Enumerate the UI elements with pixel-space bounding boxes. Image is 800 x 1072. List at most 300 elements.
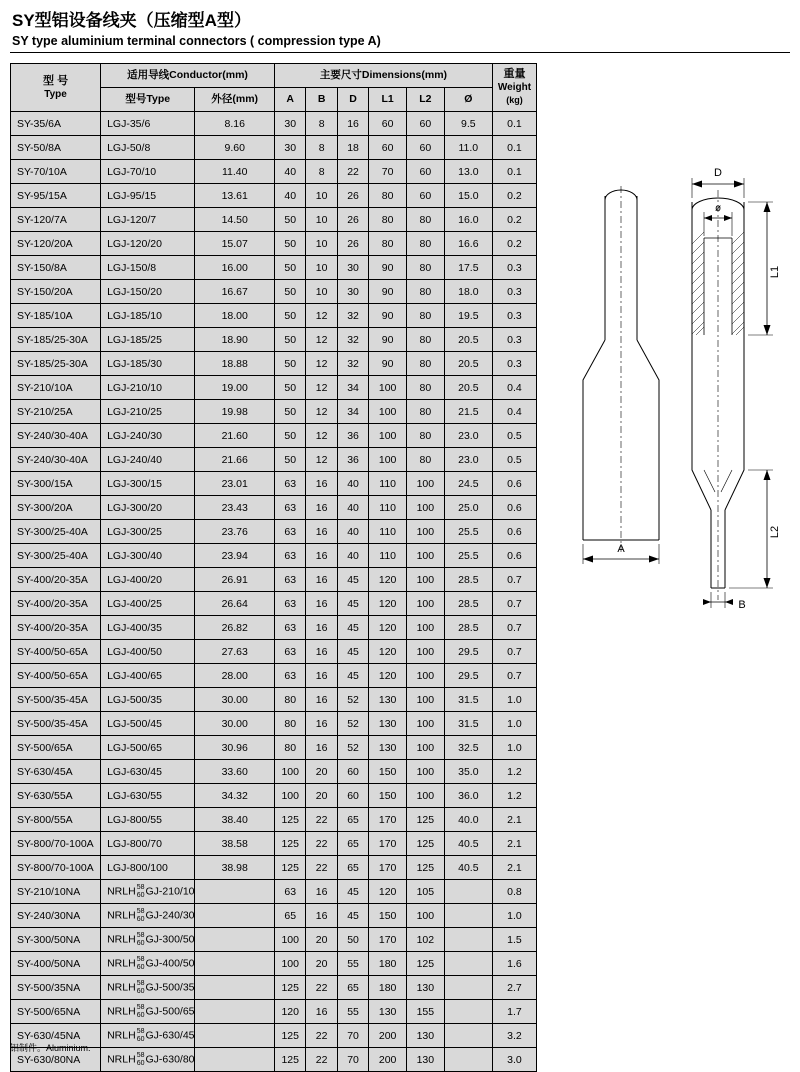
cell-conductor-type bbox=[101, 904, 195, 928]
cell-l2: 80 bbox=[407, 280, 445, 304]
cell-dia: 15.0 bbox=[444, 184, 492, 208]
cell-conductor-od bbox=[195, 1000, 275, 1024]
cell-dia: 16.6 bbox=[444, 232, 492, 256]
conductor-prefix: NRLH bbox=[107, 1005, 136, 1018]
cell-l1: 170 bbox=[369, 856, 407, 880]
right-inner-taper-right bbox=[721, 470, 732, 492]
dim-l1-arrow-top bbox=[764, 202, 771, 212]
cell-l2: 100 bbox=[407, 688, 445, 712]
header-dim-b: B bbox=[306, 88, 337, 112]
cell-model: SY-400/50-65A bbox=[11, 664, 101, 688]
cell-model: SY-500/35NA bbox=[11, 976, 101, 1000]
table-row bbox=[11, 280, 537, 304]
cell-conductor-od: 23.43 bbox=[195, 496, 275, 520]
conductor-alloy-sub: 60 bbox=[136, 987, 145, 995]
cell-l2: 100 bbox=[407, 616, 445, 640]
cell-conductor-type: LGJ-500/65 bbox=[101, 736, 195, 760]
cell-model: SY-630/45A bbox=[11, 760, 101, 784]
cell-conductor-od: 33.60 bbox=[195, 760, 275, 784]
cell-b: 16 bbox=[306, 616, 337, 640]
cell-dia: 20.5 bbox=[444, 352, 492, 376]
conductor-prefix: NRLH bbox=[107, 957, 136, 970]
table-row bbox=[11, 256, 537, 280]
cell-model: SY-400/50NA bbox=[11, 952, 101, 976]
cell-w: 0.4 bbox=[492, 376, 536, 400]
cell-model: SY-800/70-100A bbox=[11, 856, 101, 880]
cell-conductor-type bbox=[101, 976, 195, 1000]
table-body bbox=[11, 112, 537, 1072]
cell-d: 40 bbox=[337, 496, 368, 520]
cell-conductor-type: LGJ-35/6 bbox=[101, 112, 195, 136]
cell-d: 45 bbox=[337, 880, 368, 904]
cell-d: 40 bbox=[337, 520, 368, 544]
cell-dia: 40.5 bbox=[444, 832, 492, 856]
cell-conductor-od: 8.16 bbox=[195, 112, 275, 136]
cell-w: 0.7 bbox=[492, 616, 536, 640]
title-divider bbox=[10, 52, 790, 53]
cell-model: SY-300/25-40A bbox=[11, 544, 101, 568]
cell-dia: 25.5 bbox=[444, 544, 492, 568]
cell-conductor-od: 26.64 bbox=[195, 592, 275, 616]
table-row bbox=[11, 496, 537, 520]
cell-a: 63 bbox=[275, 544, 306, 568]
cell-dia: 28.5 bbox=[444, 592, 492, 616]
cell-b: 20 bbox=[306, 784, 337, 808]
cell-l1: 110 bbox=[369, 472, 407, 496]
cell-b: 8 bbox=[306, 112, 337, 136]
cell-l1: 150 bbox=[369, 784, 407, 808]
table-row bbox=[11, 592, 537, 616]
cell-a: 50 bbox=[275, 256, 306, 280]
table-row bbox=[11, 712, 537, 736]
cell-a: 50 bbox=[275, 352, 306, 376]
specification-table bbox=[10, 63, 537, 1072]
conductor-suffix: GJ-630/80 bbox=[145, 1053, 195, 1066]
cell-b: 20 bbox=[306, 760, 337, 784]
cell-w: 0.3 bbox=[492, 304, 536, 328]
page-title-cn: SY型铝设备线夹（压缩型A型） bbox=[12, 11, 251, 30]
cell-a: 120 bbox=[275, 1000, 306, 1024]
cell-dia: 13.0 bbox=[444, 160, 492, 184]
right-taper-right bbox=[725, 335, 744, 510]
cell-model: SY-300/20A bbox=[11, 496, 101, 520]
cell-dia: 19.5 bbox=[444, 304, 492, 328]
cell-d: 36 bbox=[337, 424, 368, 448]
cell-dia: 32.5 bbox=[444, 736, 492, 760]
table-row bbox=[11, 376, 537, 400]
cell-d: 65 bbox=[337, 976, 368, 1000]
cell-b: 16 bbox=[306, 880, 337, 904]
cell-a: 80 bbox=[275, 736, 306, 760]
cell-dia: 9.5 bbox=[444, 112, 492, 136]
left-taper-right bbox=[637, 340, 659, 540]
cell-l2: 125 bbox=[407, 832, 445, 856]
cell-w: 1.0 bbox=[492, 688, 536, 712]
cell-a: 50 bbox=[275, 208, 306, 232]
table-row bbox=[11, 1000, 537, 1024]
cell-a: 63 bbox=[275, 592, 306, 616]
cell-dia: 21.5 bbox=[444, 400, 492, 424]
conductor-alloy-fraction bbox=[137, 956, 145, 971]
header-dim-a: A bbox=[275, 88, 306, 112]
conductor-suffix: GJ-210/10 bbox=[145, 885, 195, 898]
conductor-alloy-sup: 58 bbox=[136, 956, 145, 963]
header-dim-dia: Ø bbox=[444, 88, 492, 112]
table-row bbox=[11, 448, 537, 472]
table-row bbox=[11, 160, 537, 184]
cell-dia bbox=[444, 1024, 492, 1048]
cell-d: 40 bbox=[337, 472, 368, 496]
cell-w: 1.2 bbox=[492, 760, 536, 784]
cell-dia: 28.5 bbox=[444, 568, 492, 592]
cell-w: 3.0 bbox=[492, 1048, 536, 1072]
cell-conductor-od: 9.60 bbox=[195, 136, 275, 160]
cell-l1: 90 bbox=[369, 304, 407, 328]
header-conductor-type: 型号Type bbox=[101, 88, 195, 112]
cell-a: 80 bbox=[275, 688, 306, 712]
cell-conductor-od bbox=[195, 976, 275, 1000]
cell-l2: 100 bbox=[407, 568, 445, 592]
cell-w: 1.7 bbox=[492, 1000, 536, 1024]
cell-dia: 29.5 bbox=[444, 640, 492, 664]
conductor-suffix: GJ-630/45 bbox=[145, 1029, 195, 1042]
cell-a: 50 bbox=[275, 448, 306, 472]
cell-d: 52 bbox=[337, 688, 368, 712]
cell-l1: 130 bbox=[369, 736, 407, 760]
dim-d-label: D bbox=[714, 167, 722, 179]
cell-l1: 150 bbox=[369, 904, 407, 928]
cell-conductor-type: LGJ-210/10 bbox=[101, 376, 195, 400]
cell-l1: 180 bbox=[369, 952, 407, 976]
cell-model: SY-400/50-65A bbox=[11, 640, 101, 664]
cell-l1: 90 bbox=[369, 352, 407, 376]
conductor-alloy-fraction bbox=[137, 932, 145, 947]
cell-conductor-type: LGJ-300/20 bbox=[101, 496, 195, 520]
dim-b-label: B bbox=[738, 599, 746, 610]
cell-b: 22 bbox=[306, 832, 337, 856]
conductor-alloy-fraction bbox=[137, 1004, 145, 1019]
cell-l1: 170 bbox=[369, 808, 407, 832]
cell-b: 12 bbox=[306, 424, 337, 448]
cell-conductor-type: LGJ-800/100 bbox=[101, 856, 195, 880]
dim-l2-label: L2 bbox=[769, 525, 781, 539]
cell-a: 50 bbox=[275, 400, 306, 424]
right-inner-taper-left bbox=[704, 470, 715, 492]
cell-w: 0.7 bbox=[492, 592, 536, 616]
cell-conductor-type: LGJ-400/35 bbox=[101, 616, 195, 640]
cell-conductor-od: 15.07 bbox=[195, 232, 275, 256]
cell-b: 16 bbox=[306, 688, 337, 712]
cell-d: 34 bbox=[337, 376, 368, 400]
cell-model: SY-120/7A bbox=[11, 208, 101, 232]
cell-conductor-od: 30.00 bbox=[195, 712, 275, 736]
cell-b: 12 bbox=[306, 304, 337, 328]
cell-conductor-type: LGJ-70/10 bbox=[101, 160, 195, 184]
dim-b-arrow-left bbox=[703, 599, 711, 605]
dim-dia-label: ø bbox=[714, 203, 722, 214]
table-row bbox=[11, 856, 537, 880]
cell-d: 45 bbox=[337, 592, 368, 616]
header-conductor: 适用导线Conductor(mm) bbox=[101, 64, 275, 88]
cell-b: 10 bbox=[306, 256, 337, 280]
cell-dia: 24.5 bbox=[444, 472, 492, 496]
cell-b: 16 bbox=[306, 592, 337, 616]
cell-a: 125 bbox=[275, 1024, 306, 1048]
cell-conductor-od: 18.00 bbox=[195, 304, 275, 328]
cell-l1: 80 bbox=[369, 208, 407, 232]
table-row bbox=[11, 808, 537, 832]
cell-l2: 100 bbox=[407, 472, 445, 496]
cell-conductor-type: LGJ-150/8 bbox=[101, 256, 195, 280]
dim-d-arrow-right bbox=[734, 181, 744, 188]
cell-a: 30 bbox=[275, 112, 306, 136]
cell-a: 50 bbox=[275, 232, 306, 256]
cell-model: SY-500/35-45A bbox=[11, 688, 101, 712]
cell-a: 100 bbox=[275, 784, 306, 808]
cell-dia: 40.5 bbox=[444, 856, 492, 880]
cell-conductor-od: 23.01 bbox=[195, 472, 275, 496]
cell-b: 22 bbox=[306, 808, 337, 832]
header-weight-cn: 重量 bbox=[503, 68, 526, 80]
cell-w: 0.6 bbox=[492, 544, 536, 568]
table-row bbox=[11, 352, 537, 376]
cell-conductor-od: 18.90 bbox=[195, 328, 275, 352]
cell-l1: 130 bbox=[369, 712, 407, 736]
cell-conductor-od bbox=[195, 952, 275, 976]
cell-model: SY-185/25-30A bbox=[11, 328, 101, 352]
cell-conductor-type: LGJ-300/25 bbox=[101, 520, 195, 544]
cell-conductor-type bbox=[101, 952, 195, 976]
cell-d: 40 bbox=[337, 544, 368, 568]
cell-a: 50 bbox=[275, 304, 306, 328]
cell-l2: 60 bbox=[407, 160, 445, 184]
conductor-suffix: GJ-500/35 bbox=[145, 981, 195, 994]
cell-d: 60 bbox=[337, 784, 368, 808]
conductor-alloy-sup: 58 bbox=[136, 908, 145, 915]
dim-l1-label: L1 bbox=[769, 265, 781, 279]
cell-conductor-od: 23.76 bbox=[195, 520, 275, 544]
cell-w: 0.1 bbox=[492, 112, 536, 136]
cell-l1: 200 bbox=[369, 1048, 407, 1072]
header-weight-en: Weight bbox=[497, 82, 532, 93]
cell-model: SY-400/20-35A bbox=[11, 568, 101, 592]
cell-l2: 80 bbox=[407, 448, 445, 472]
cell-d: 30 bbox=[337, 280, 368, 304]
cell-l1: 100 bbox=[369, 448, 407, 472]
cell-conductor-type bbox=[101, 928, 195, 952]
table-row bbox=[11, 616, 537, 640]
cell-conductor-od: 21.60 bbox=[195, 424, 275, 448]
cell-d: 65 bbox=[337, 808, 368, 832]
table-row bbox=[11, 424, 537, 448]
cell-b: 10 bbox=[306, 232, 337, 256]
table-row bbox=[11, 208, 537, 232]
cell-dia: 40.0 bbox=[444, 808, 492, 832]
cell-model: SY-150/8A bbox=[11, 256, 101, 280]
cell-l2: 100 bbox=[407, 544, 445, 568]
cell-l2: 100 bbox=[407, 496, 445, 520]
cell-conductor-type: LGJ-185/10 bbox=[101, 304, 195, 328]
cell-l1: 100 bbox=[369, 400, 407, 424]
cell-w: 0.3 bbox=[492, 352, 536, 376]
left-taper-left bbox=[583, 340, 605, 540]
conductor-prefix: NRLH bbox=[107, 909, 136, 922]
cell-conductor-type: LGJ-120/7 bbox=[101, 208, 195, 232]
cell-model: SY-500/65A bbox=[11, 736, 101, 760]
cell-b: 16 bbox=[306, 640, 337, 664]
conductor-alloy-sup: 58 bbox=[136, 932, 145, 939]
cell-a: 30 bbox=[275, 136, 306, 160]
cell-dia bbox=[444, 928, 492, 952]
cell-d: 22 bbox=[337, 160, 368, 184]
cell-l1: 120 bbox=[369, 664, 407, 688]
cell-model: SY-150/20A bbox=[11, 280, 101, 304]
cell-l2: 80 bbox=[407, 232, 445, 256]
cell-w: 2.1 bbox=[492, 856, 536, 880]
cell-model: SY-210/10NA bbox=[11, 880, 101, 904]
cell-model: SY-400/20-35A bbox=[11, 616, 101, 640]
cell-w: 0.2 bbox=[492, 232, 536, 256]
cell-w: 0.3 bbox=[492, 280, 536, 304]
cell-conductor-type bbox=[101, 880, 195, 904]
conductor-prefix: NRLH bbox=[107, 1053, 136, 1066]
dim-dia-arrow-right bbox=[724, 215, 732, 221]
cell-d: 32 bbox=[337, 328, 368, 352]
cell-model: SY-95/15A bbox=[11, 184, 101, 208]
cell-model: SY-240/30-40A bbox=[11, 424, 101, 448]
conductor-suffix: GJ-240/30 bbox=[145, 909, 195, 922]
table-header bbox=[11, 64, 537, 112]
cell-dia: 31.5 bbox=[444, 688, 492, 712]
cell-a: 63 bbox=[275, 496, 306, 520]
cell-conductor-type: LGJ-50/8 bbox=[101, 136, 195, 160]
table-row bbox=[11, 928, 537, 952]
cell-model: SY-70/10A bbox=[11, 160, 101, 184]
cell-b: 10 bbox=[306, 184, 337, 208]
cell-a: 40 bbox=[275, 160, 306, 184]
cell-w: 0.5 bbox=[492, 424, 536, 448]
header-dimensions: 主要尺寸Dimensions(mm) bbox=[275, 64, 493, 88]
cell-l2: 60 bbox=[407, 112, 445, 136]
cell-conductor-od: 27.63 bbox=[195, 640, 275, 664]
cell-conductor-type bbox=[101, 1000, 195, 1024]
cell-l1: 80 bbox=[369, 232, 407, 256]
cell-dia: 29.5 bbox=[444, 664, 492, 688]
cell-conductor-od: 30.96 bbox=[195, 736, 275, 760]
cell-l1: 80 bbox=[369, 184, 407, 208]
cell-conductor-od: 14.50 bbox=[195, 208, 275, 232]
cell-dia bbox=[444, 904, 492, 928]
cell-b: 8 bbox=[306, 160, 337, 184]
cell-dia bbox=[444, 880, 492, 904]
cell-conductor-type: LGJ-150/20 bbox=[101, 280, 195, 304]
cell-b: 22 bbox=[306, 856, 337, 880]
cell-w: 0.7 bbox=[492, 568, 536, 592]
table-row bbox=[11, 184, 537, 208]
cell-w: 1.0 bbox=[492, 904, 536, 928]
cell-b: 12 bbox=[306, 400, 337, 424]
cell-conductor-od bbox=[195, 928, 275, 952]
cell-d: 65 bbox=[337, 832, 368, 856]
conductor-alloy-sub: 60 bbox=[136, 963, 145, 971]
cell-conductor-od: 21.66 bbox=[195, 448, 275, 472]
cell-dia: 23.0 bbox=[444, 448, 492, 472]
cell-d: 45 bbox=[337, 616, 368, 640]
cell-a: 63 bbox=[275, 520, 306, 544]
cell-l2: 100 bbox=[407, 736, 445, 760]
cell-b: 16 bbox=[306, 1000, 337, 1024]
cell-b: 12 bbox=[306, 448, 337, 472]
cell-l1: 180 bbox=[369, 976, 407, 1000]
cell-l2: 80 bbox=[407, 328, 445, 352]
cell-l1: 170 bbox=[369, 928, 407, 952]
table-row bbox=[11, 472, 537, 496]
cell-l1: 90 bbox=[369, 280, 407, 304]
cell-conductor-od bbox=[195, 904, 275, 928]
cell-dia: 11.0 bbox=[444, 136, 492, 160]
cell-l2: 125 bbox=[407, 808, 445, 832]
cell-w: 0.6 bbox=[492, 472, 536, 496]
cell-l1: 120 bbox=[369, 640, 407, 664]
cell-l1: 60 bbox=[369, 136, 407, 160]
cell-w: 2.1 bbox=[492, 832, 536, 856]
cell-w: 1.0 bbox=[492, 736, 536, 760]
cell-w: 0.6 bbox=[492, 496, 536, 520]
dim-l2-arrow-bottom bbox=[764, 578, 771, 588]
cell-b: 16 bbox=[306, 472, 337, 496]
cell-a: 63 bbox=[275, 664, 306, 688]
cell-w: 0.5 bbox=[492, 448, 536, 472]
cell-b: 20 bbox=[306, 952, 337, 976]
cell-model: SY-35/6A bbox=[11, 112, 101, 136]
cell-a: 63 bbox=[275, 616, 306, 640]
cell-model: SY-210/25A bbox=[11, 400, 101, 424]
header-dim-l2: L2 bbox=[407, 88, 445, 112]
cell-d: 60 bbox=[337, 760, 368, 784]
cell-dia: 23.0 bbox=[444, 424, 492, 448]
cell-conductor-od: 19.00 bbox=[195, 376, 275, 400]
cell-model: SY-400/20-35A bbox=[11, 592, 101, 616]
cell-conductor-type: LGJ-240/40 bbox=[101, 448, 195, 472]
cell-l1: 130 bbox=[369, 688, 407, 712]
cell-w: 0.1 bbox=[492, 136, 536, 160]
cell-l2: 100 bbox=[407, 592, 445, 616]
cell-l2: 60 bbox=[407, 136, 445, 160]
cell-conductor-type: LGJ-95/15 bbox=[101, 184, 195, 208]
cell-b: 16 bbox=[306, 568, 337, 592]
cell-model: SY-50/8A bbox=[11, 136, 101, 160]
cell-b: 12 bbox=[306, 328, 337, 352]
cell-l2: 100 bbox=[407, 784, 445, 808]
cell-a: 80 bbox=[275, 712, 306, 736]
cell-a: 63 bbox=[275, 568, 306, 592]
cell-conductor-type: LGJ-630/55 bbox=[101, 784, 195, 808]
cell-model: SY-210/10A bbox=[11, 376, 101, 400]
cell-model: SY-185/10A bbox=[11, 304, 101, 328]
cell-w: 2.7 bbox=[492, 976, 536, 1000]
table-row bbox=[11, 952, 537, 976]
cell-l2: 125 bbox=[407, 856, 445, 880]
cell-d: 16 bbox=[337, 112, 368, 136]
cell-model: SY-500/35-45A bbox=[11, 712, 101, 736]
cell-b: 22 bbox=[306, 976, 337, 1000]
cell-model: SY-800/70-100A bbox=[11, 832, 101, 856]
cell-conductor-type: LGJ-120/20 bbox=[101, 232, 195, 256]
cell-a: 50 bbox=[275, 376, 306, 400]
cell-a: 63 bbox=[275, 640, 306, 664]
cell-dia: 17.5 bbox=[444, 256, 492, 280]
cell-d: 45 bbox=[337, 664, 368, 688]
